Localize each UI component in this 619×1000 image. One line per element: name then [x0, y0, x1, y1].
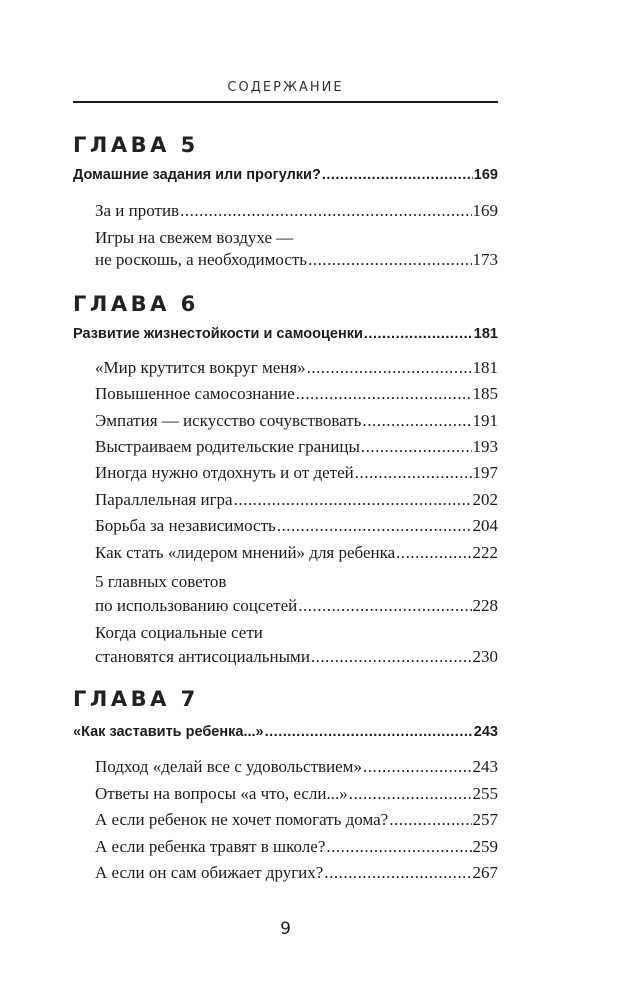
leader-dots	[396, 543, 471, 563]
leader-dots	[298, 596, 471, 616]
toc-entry-page: 173	[472, 250, 498, 269]
toc-entry-main[interactable]	[73, 326, 498, 342]
toc-entry-title: Как стать «лидером мнений» для ребенка	[95, 543, 396, 562]
toc-entry-title: Повышенное самосознание	[95, 384, 295, 403]
leader-dots	[355, 463, 472, 483]
toc-entry[interactable]	[95, 543, 498, 563]
toc-entry-title: Иногда нужно отдохнуть и от детей	[95, 463, 354, 482]
toc-entry-title: Домашние задания или прогулки?	[73, 167, 321, 183]
toc-entry[interactable]	[95, 647, 498, 667]
toc-entry[interactable]	[95, 596, 498, 616]
toc-entry-page: 202	[472, 490, 498, 509]
toc-entry-page: 169	[472, 201, 498, 220]
toc-entry-main[interactable]	[73, 167, 498, 183]
toc-entry-page: 169	[473, 167, 498, 183]
leader-dots	[363, 757, 472, 777]
toc-entry[interactable]	[95, 784, 498, 804]
toc-entry-main[interactable]	[73, 724, 498, 740]
toc-entry-page: 243	[472, 757, 498, 776]
leader-dots	[277, 516, 472, 536]
leader-dots	[364, 326, 473, 342]
toc-entry-page: 259	[472, 837, 498, 856]
toc-entry-page: 191	[472, 411, 498, 430]
toc-entry-title: Развитие жизнестойкости и самооценки	[73, 326, 363, 342]
toc-entry-page: 255	[472, 784, 498, 803]
toc-entry-page: 257	[472, 810, 498, 829]
toc-entry-page: 204	[472, 516, 498, 535]
toc-entry-page: 222	[472, 543, 498, 562]
toc-entry-title: по использованию соцсетей	[95, 596, 298, 615]
leader-dots	[326, 837, 471, 857]
toc-entry-title: А если ребенок не хочет помогать дома?	[95, 810, 389, 829]
toc-entry[interactable]	[95, 411, 498, 431]
page-number: 9	[280, 919, 291, 939]
toc-entry-title: Выстраиваем родительские границы	[95, 437, 360, 456]
toc-entry[interactable]	[95, 863, 498, 883]
toc-entry-page: 185	[472, 384, 498, 403]
toc-entry-page: 181	[473, 326, 498, 342]
toc-entry-page: 228	[472, 596, 498, 615]
toc-entry-line1: 5 главных советов	[95, 572, 227, 591]
leader-dots	[234, 490, 472, 510]
leader-dots	[311, 647, 472, 667]
leader-dots	[296, 384, 472, 404]
chapter-6-heading: ГЛАВА 6	[73, 292, 199, 316]
toc-entry-title: Ответы на вопросы «а что, если...»	[95, 784, 348, 803]
toc-entry-title: За и против	[95, 201, 180, 220]
toc-entry-title: Параллельная игра	[95, 490, 233, 509]
toc-entry-page: 181	[472, 358, 498, 377]
header-rule	[73, 101, 498, 103]
leader-dots	[361, 437, 472, 457]
chapter-7-heading: ГЛАВА 7	[73, 687, 199, 711]
leader-dots	[324, 863, 471, 883]
toc-entry-title: становятся антисоциальными	[95, 647, 310, 666]
toc-entry-title: Эмпатия — искусство сочувствовать	[95, 411, 362, 430]
leader-dots	[307, 358, 472, 378]
leader-dots	[349, 784, 472, 804]
toc-entry-title: Борьба за независимость	[95, 516, 276, 535]
toc-entry[interactable]	[95, 757, 498, 777]
toc-entry[interactable]	[95, 810, 498, 830]
chapter-5-heading: ГЛАВА 5	[73, 133, 199, 157]
leader-dots	[265, 724, 473, 740]
leader-dots	[180, 201, 471, 221]
toc-entry[interactable]	[95, 463, 498, 483]
toc-entry-page: 243	[473, 724, 498, 740]
toc-entry-title: А если он сам обижает других?	[95, 863, 324, 882]
toc-entry-title: Подход «делай все с удовольствием»	[95, 757, 362, 776]
toc-entry-title: «Мир крутится вокруг меня»	[95, 358, 306, 377]
toc-entry-title: не роскошь, а необходимость	[95, 250, 308, 269]
toc-entry[interactable]	[95, 201, 498, 221]
toc-entry-page: 197	[472, 463, 498, 482]
toc-entry[interactable]	[95, 490, 498, 510]
toc-entry[interactable]	[95, 837, 498, 857]
leader-dots	[322, 167, 473, 183]
toc-entry-title: «Как заставить ребенка...»	[73, 724, 264, 740]
toc-entry-page: 267	[472, 863, 498, 882]
toc-entry[interactable]	[95, 437, 498, 457]
toc-entry[interactable]	[95, 250, 498, 270]
running-header: СОДЕРЖАНИЕ	[227, 80, 344, 95]
toc-entry-title: А если ребенка травят в школе?	[95, 837, 326, 856]
toc-entry-line1: Когда социальные сети	[95, 623, 263, 642]
toc-entry[interactable]	[95, 384, 498, 404]
leader-dots	[362, 411, 471, 431]
toc-entry-page: 230	[472, 647, 498, 666]
toc-entry-line1: Игры на свежем воздухе —	[95, 228, 294, 247]
leader-dots	[389, 810, 471, 830]
toc-entry[interactable]	[95, 358, 498, 378]
toc-entry-page: 193	[472, 437, 498, 456]
toc-entry[interactable]	[95, 516, 498, 536]
leader-dots	[308, 250, 471, 270]
